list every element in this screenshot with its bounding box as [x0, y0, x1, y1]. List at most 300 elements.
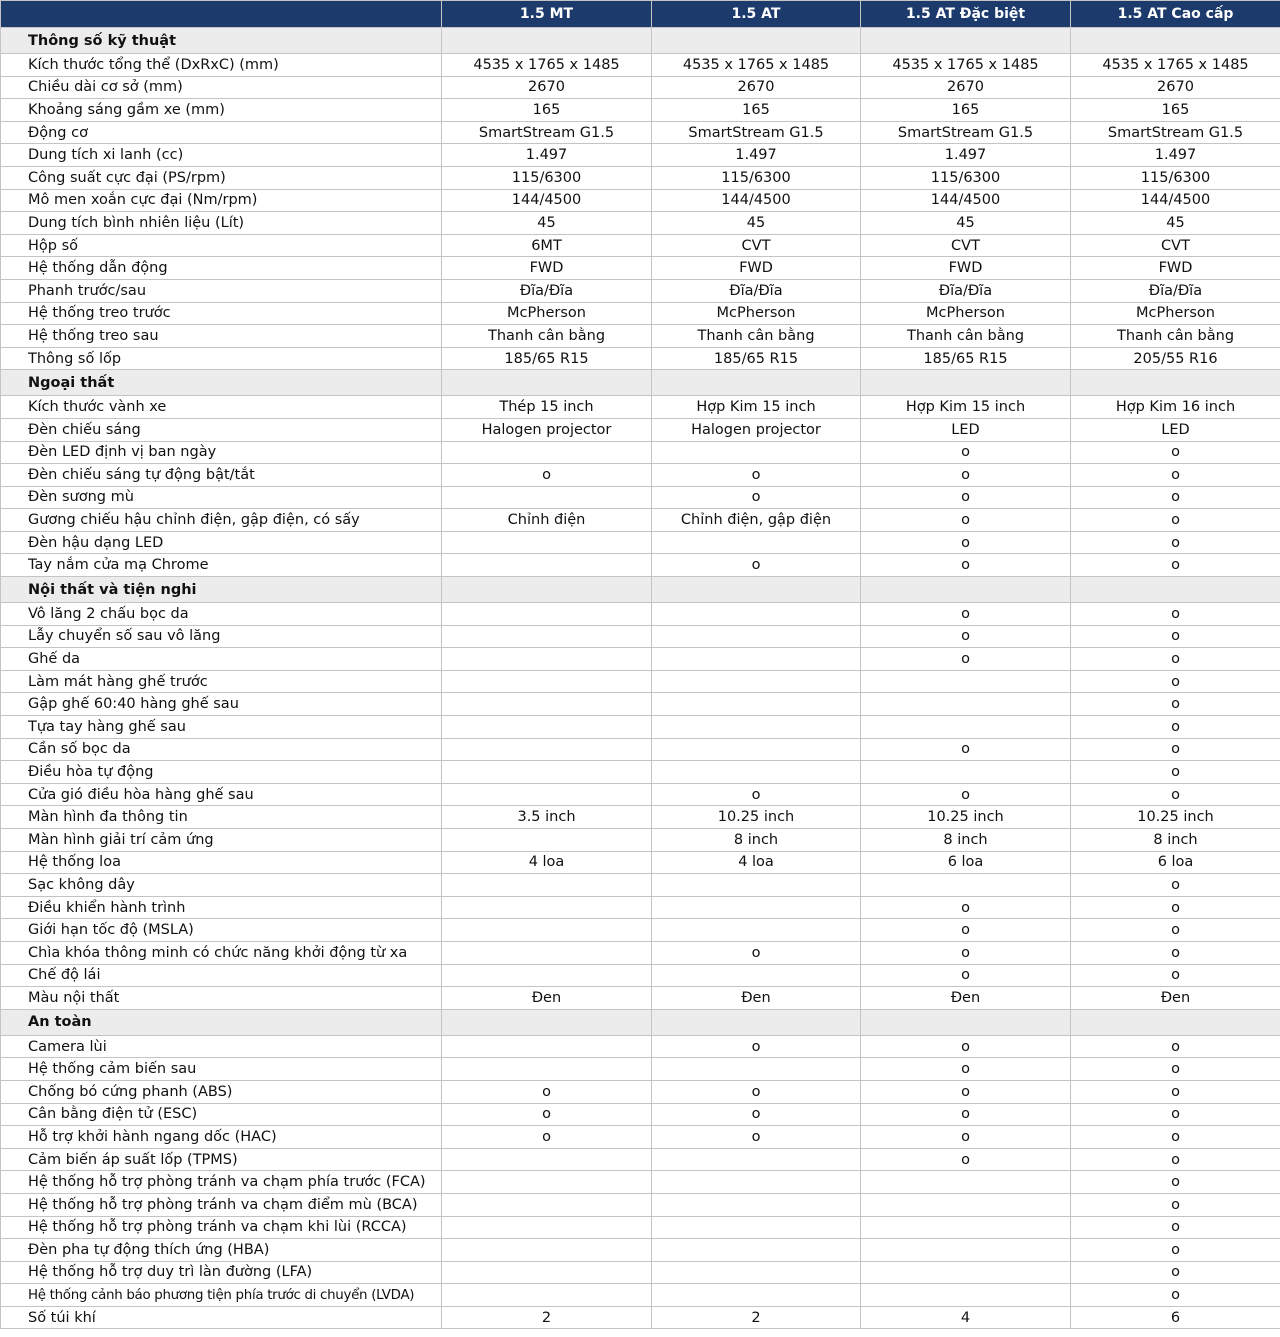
- row-value-cell: SmartStream G1.5: [861, 121, 1071, 144]
- table-row: [1, 166, 1280, 189]
- row-value-cell: 1.497: [1071, 144, 1280, 167]
- header-row: [1, 1, 1280, 28]
- row-value-cell: FWD: [1071, 257, 1280, 280]
- row-value-cell: Đĩa/Đĩa: [652, 279, 861, 302]
- section-empty-cell: [652, 28, 861, 54]
- row-value-cell: [442, 1193, 652, 1216]
- row-value-cell: o: [861, 964, 1071, 987]
- row-value-cell: FWD: [652, 257, 861, 280]
- row-value-cell: 144/4500: [652, 189, 861, 212]
- row-label: Màn hình giải trí cảm ứng: [1, 829, 442, 852]
- table-row: [1, 234, 1280, 257]
- row-value-cell: 2670: [442, 76, 652, 99]
- row-value-cell: [442, 625, 652, 648]
- row-value-cell: o: [442, 464, 652, 487]
- row-value-cell: Đĩa/Đĩa: [861, 279, 1071, 302]
- row-value-cell: [652, 919, 861, 942]
- row-value-cell: [652, 761, 861, 784]
- row-value-cell: o: [861, 896, 1071, 919]
- row-value-cell: 6 loa: [861, 851, 1071, 874]
- row-value-cell: [652, 648, 861, 671]
- table-row: [1, 783, 1280, 806]
- row-label: Camera lùi: [1, 1035, 442, 1058]
- table-row: [1, 1193, 1280, 1216]
- row-value-cell: [442, 1284, 652, 1307]
- row-value-cell: o: [1071, 509, 1280, 532]
- row-value-cell: [652, 1261, 861, 1284]
- row-value-cell: o: [861, 464, 1071, 487]
- table-row: [1, 509, 1280, 532]
- row-value-cell: [442, 531, 652, 554]
- header-cell-variant: 1.5 AT: [652, 1, 861, 28]
- row-label: Phanh trước/sau: [1, 279, 442, 302]
- row-label: Hệ thống cảm biến sau: [1, 1058, 442, 1081]
- row-value-cell: o: [861, 603, 1071, 626]
- section-empty-cell: [652, 577, 861, 603]
- row-label: Đèn chiếu sáng: [1, 418, 442, 441]
- table-row: [1, 987, 1280, 1010]
- row-label: Cửa gió điều hòa hàng ghế sau: [1, 783, 442, 806]
- section-empty-cell: [1071, 1009, 1280, 1035]
- row-label: Hệ thống hỗ trợ duy trì làn đường (LFA): [1, 1261, 442, 1284]
- row-value-cell: o: [652, 486, 861, 509]
- row-value-cell: o: [1071, 1148, 1280, 1171]
- row-label: Khoảng sáng gầm xe (mm): [1, 99, 442, 122]
- row-value-cell: 115/6300: [442, 166, 652, 189]
- row-value-cell: [652, 1193, 861, 1216]
- row-value-cell: [442, 941, 652, 964]
- row-value-cell: o: [861, 1058, 1071, 1081]
- table-row: [1, 1103, 1280, 1126]
- table-row: [1, 189, 1280, 212]
- section-header-row: [1, 577, 1280, 603]
- row-value-cell: [442, 1035, 652, 1058]
- table-row: [1, 302, 1280, 325]
- row-value-cell: [442, 648, 652, 671]
- row-value-cell: [442, 603, 652, 626]
- section-empty-cell: [861, 28, 1071, 54]
- row-label: Hệ thống loa: [1, 851, 442, 874]
- row-value-cell: o: [861, 441, 1071, 464]
- row-value-cell: 1.497: [861, 144, 1071, 167]
- row-value-cell: o: [652, 1080, 861, 1103]
- row-value-cell: o: [1071, 896, 1280, 919]
- row-value-cell: CVT: [861, 234, 1071, 257]
- section-header-row: [1, 370, 1280, 396]
- row-value-cell: o: [861, 783, 1071, 806]
- row-value-cell: o: [1071, 1058, 1280, 1081]
- row-value-cell: 2670: [861, 76, 1071, 99]
- row-value-cell: o: [861, 625, 1071, 648]
- table-row: [1, 648, 1280, 671]
- table-row: [1, 1239, 1280, 1262]
- row-label: Hệ thống hỗ trợ phòng tránh va chạm phía trước (FCA): [1, 1171, 442, 1194]
- row-value-cell: 115/6300: [1071, 166, 1280, 189]
- row-value-cell: 10.25 inch: [1071, 806, 1280, 829]
- table-row: [1, 1261, 1280, 1284]
- row-value-cell: [861, 1284, 1071, 1307]
- row-value-cell: [861, 874, 1071, 897]
- row-value-cell: o: [442, 1103, 652, 1126]
- section-empty-cell: [442, 1009, 652, 1035]
- row-value-cell: o: [1071, 531, 1280, 554]
- row-value-cell: [652, 1171, 861, 1194]
- row-value-cell: Đen: [652, 987, 861, 1010]
- row-label: Hệ thống treo sau: [1, 325, 442, 348]
- section-empty-cell: [1071, 577, 1280, 603]
- row-value-cell: o: [1071, 783, 1280, 806]
- row-value-cell: 4535 x 1765 x 1485: [1071, 54, 1280, 77]
- row-value-cell: 185/65 R15: [861, 347, 1071, 370]
- row-value-cell: [442, 554, 652, 577]
- row-value-cell: 45: [861, 212, 1071, 235]
- row-label: Lẫy chuyển số sau vô lăng: [1, 625, 442, 648]
- table-row: [1, 418, 1280, 441]
- table-row: [1, 896, 1280, 919]
- row-value-cell: [442, 1058, 652, 1081]
- row-value-cell: Halogen projector: [652, 418, 861, 441]
- row-label: Đèn chiếu sáng tự động bật/tắt: [1, 464, 442, 487]
- table-row: [1, 1035, 1280, 1058]
- row-value-cell: Chỉnh điện: [442, 509, 652, 532]
- row-value-cell: o: [1071, 738, 1280, 761]
- row-value-cell: [652, 1239, 861, 1262]
- table-row: [1, 625, 1280, 648]
- row-value-cell: [652, 625, 861, 648]
- header-cell-variant: 1.5 AT Đặc biệt: [861, 1, 1071, 28]
- row-label: Hệ thống cảnh báo phương tiện phía trước di chuyển (LVDA): [1, 1284, 442, 1307]
- table-row: [1, 1216, 1280, 1239]
- row-value-cell: 144/4500: [442, 189, 652, 212]
- row-value-cell: o: [1071, 441, 1280, 464]
- row-value-cell: 2: [442, 1306, 652, 1329]
- row-value-cell: o: [1071, 464, 1280, 487]
- table-row: [1, 670, 1280, 693]
- row-value-cell: Đen: [442, 987, 652, 1010]
- row-value-cell: [861, 1239, 1071, 1262]
- row-value-cell: o: [1071, 1239, 1280, 1262]
- row-value-cell: [442, 738, 652, 761]
- row-label: Kích thước vành xe: [1, 396, 442, 419]
- row-value-cell: [442, 670, 652, 693]
- row-value-cell: o: [1071, 1080, 1280, 1103]
- spec-body: [1, 28, 1280, 1329]
- row-value-cell: McPherson: [442, 302, 652, 325]
- table-row: [1, 738, 1280, 761]
- table-row: [1, 1171, 1280, 1194]
- row-value-cell: Đen: [861, 987, 1071, 1010]
- row-value-cell: 205/55 R16: [1071, 347, 1280, 370]
- row-label: Công suất cực đại (PS/rpm): [1, 166, 442, 189]
- row-label: Hộp số: [1, 234, 442, 257]
- row-value-cell: [652, 531, 861, 554]
- row-label: Chìa khóa thông minh có chức năng khởi động từ xa: [1, 941, 442, 964]
- row-label: Cảm biến áp suất lốp (TPMS): [1, 1148, 442, 1171]
- row-label: Điều hòa tự động: [1, 761, 442, 784]
- row-value-cell: SmartStream G1.5: [1071, 121, 1280, 144]
- row-value-cell: [861, 693, 1071, 716]
- row-value-cell: o: [442, 1080, 652, 1103]
- row-label: Gương chiếu hậu chỉnh điện, gập điện, có sấy: [1, 509, 442, 532]
- section-empty-cell: [652, 1009, 861, 1035]
- section-empty-cell: [442, 28, 652, 54]
- row-value-cell: o: [652, 1126, 861, 1149]
- row-value-cell: Thanh cân bằng: [442, 325, 652, 348]
- row-value-cell: 2670: [652, 76, 861, 99]
- row-value-cell: [861, 761, 1071, 784]
- table-row: [1, 441, 1280, 464]
- section-empty-cell: [652, 370, 861, 396]
- row-value-cell: o: [1071, 486, 1280, 509]
- row-value-cell: o: [1071, 964, 1280, 987]
- row-value-cell: [442, 1216, 652, 1239]
- row-value-cell: FWD: [442, 257, 652, 280]
- row-value-cell: Đen: [1071, 987, 1280, 1010]
- table-row: [1, 121, 1280, 144]
- row-value-cell: o: [652, 1035, 861, 1058]
- row-value-cell: [442, 1239, 652, 1262]
- row-value-cell: Thanh cân bằng: [1071, 325, 1280, 348]
- table-row: [1, 761, 1280, 784]
- section-title: Ngoại thất: [1, 370, 442, 396]
- row-value-cell: 8 inch: [861, 829, 1071, 852]
- row-label: Làm mát hàng ghế trước: [1, 670, 442, 693]
- section-empty-cell: [442, 370, 652, 396]
- table-row: [1, 1126, 1280, 1149]
- row-value-cell: 165: [652, 99, 861, 122]
- row-value-cell: Đĩa/Đĩa: [1071, 279, 1280, 302]
- row-value-cell: [442, 441, 652, 464]
- row-value-cell: FWD: [861, 257, 1071, 280]
- section-empty-cell: [861, 370, 1071, 396]
- row-value-cell: Chỉnh điện, gập điện: [652, 509, 861, 532]
- row-value-cell: 4 loa: [442, 851, 652, 874]
- row-value-cell: o: [442, 1126, 652, 1149]
- table-row: [1, 486, 1280, 509]
- row-value-cell: o: [1071, 761, 1280, 784]
- row-value-cell: o: [1071, 625, 1280, 648]
- table-row: [1, 1148, 1280, 1171]
- row-value-cell: o: [652, 783, 861, 806]
- row-value-cell: McPherson: [652, 302, 861, 325]
- row-value-cell: 45: [442, 212, 652, 235]
- table-row: [1, 531, 1280, 554]
- row-value-cell: 4535 x 1765 x 1485: [652, 54, 861, 77]
- table-row: [1, 941, 1280, 964]
- row-value-cell: o: [1071, 1193, 1280, 1216]
- table-row: [1, 396, 1280, 419]
- row-value-cell: 1.497: [652, 144, 861, 167]
- row-value-cell: [442, 761, 652, 784]
- row-label: Số túi khí: [1, 1306, 442, 1329]
- row-value-cell: o: [861, 648, 1071, 671]
- row-value-cell: [652, 874, 861, 897]
- table-row: [1, 1058, 1280, 1081]
- table-row: [1, 464, 1280, 487]
- row-value-cell: 3.5 inch: [442, 806, 652, 829]
- table-row: [1, 829, 1280, 852]
- row-label: Màu nội thất: [1, 987, 442, 1010]
- row-label: Mô men xoắn cực đại (Nm/rpm): [1, 189, 442, 212]
- row-value-cell: 10.25 inch: [652, 806, 861, 829]
- row-label: Đèn hậu dạng LED: [1, 531, 442, 554]
- row-value-cell: McPherson: [861, 302, 1071, 325]
- row-value-cell: [652, 896, 861, 919]
- row-value-cell: 185/65 R15: [652, 347, 861, 370]
- row-value-cell: [442, 716, 652, 739]
- row-value-cell: o: [1071, 874, 1280, 897]
- row-value-cell: 4535 x 1765 x 1485: [442, 54, 652, 77]
- row-label: Giới hạn tốc độ (MSLA): [1, 919, 442, 942]
- row-value-cell: 2: [652, 1306, 861, 1329]
- table-row: [1, 806, 1280, 829]
- row-value-cell: o: [861, 1148, 1071, 1171]
- table-row: [1, 603, 1280, 626]
- row-label: Chế độ lái: [1, 964, 442, 987]
- row-value-cell: o: [861, 1126, 1071, 1149]
- row-value-cell: o: [861, 919, 1071, 942]
- row-label: Hỗ trợ khởi hành ngang dốc (HAC): [1, 1126, 442, 1149]
- row-value-cell: 144/4500: [1071, 189, 1280, 212]
- table-row: [1, 964, 1280, 987]
- row-value-cell: 8 inch: [1071, 829, 1280, 852]
- header-cell-variant: 1.5 MT: [442, 1, 652, 28]
- table-row: [1, 1080, 1280, 1103]
- row-value-cell: 115/6300: [652, 166, 861, 189]
- row-value-cell: [442, 896, 652, 919]
- row-value-cell: 165: [442, 99, 652, 122]
- row-value-cell: [442, 919, 652, 942]
- row-value-cell: Hợp Kim 16 inch: [1071, 396, 1280, 419]
- row-value-cell: o: [1071, 693, 1280, 716]
- row-value-cell: [652, 670, 861, 693]
- row-value-cell: SmartStream G1.5: [442, 121, 652, 144]
- row-label: Đèn pha tự động thích ứng (HBA): [1, 1239, 442, 1262]
- row-value-cell: o: [1071, 603, 1280, 626]
- row-value-cell: Hợp Kim 15 inch: [861, 396, 1071, 419]
- header-cell-variant: 1.5 AT Cao cấp: [1071, 1, 1280, 28]
- row-value-cell: 144/4500: [861, 189, 1071, 212]
- row-label: Hệ thống hỗ trợ phòng tránh va chạm điểm mù (BCA): [1, 1193, 442, 1216]
- row-label: Chiều dài cơ sở (mm): [1, 76, 442, 99]
- row-value-cell: o: [861, 941, 1071, 964]
- row-value-cell: o: [652, 941, 861, 964]
- row-value-cell: [652, 738, 861, 761]
- row-value-cell: [861, 1171, 1071, 1194]
- row-value-cell: o: [1071, 1261, 1280, 1284]
- row-value-cell: [652, 1216, 861, 1239]
- row-value-cell: 45: [652, 212, 861, 235]
- row-label: Thông số lốp: [1, 347, 442, 370]
- row-value-cell: Thanh cân bằng: [652, 325, 861, 348]
- row-value-cell: LED: [861, 418, 1071, 441]
- row-value-cell: [652, 1058, 861, 1081]
- row-label: Cân bằng điện tử (ESC): [1, 1103, 442, 1126]
- row-value-cell: [861, 716, 1071, 739]
- row-value-cell: o: [652, 464, 861, 487]
- row-value-cell: 4: [861, 1306, 1071, 1329]
- row-value-cell: [442, 693, 652, 716]
- table-row: [1, 716, 1280, 739]
- section-title: Thông số kỹ thuật: [1, 28, 442, 54]
- row-value-cell: o: [1071, 1103, 1280, 1126]
- row-value-cell: Hợp Kim 15 inch: [652, 396, 861, 419]
- section-empty-cell: [1071, 28, 1280, 54]
- section-empty-cell: [861, 1009, 1071, 1035]
- row-label: Cần số bọc da: [1, 738, 442, 761]
- table-row: [1, 76, 1280, 99]
- row-label: Đèn sương mù: [1, 486, 442, 509]
- row-label: Dung tích xi lanh (cc): [1, 144, 442, 167]
- row-value-cell: o: [1071, 670, 1280, 693]
- row-value-cell: o: [861, 738, 1071, 761]
- table-row: [1, 212, 1280, 235]
- table-row: [1, 851, 1280, 874]
- row-label: Chống bó cứng phanh (ABS): [1, 1080, 442, 1103]
- row-value-cell: o: [652, 554, 861, 577]
- row-value-cell: SmartStream G1.5: [652, 121, 861, 144]
- table-row: [1, 144, 1280, 167]
- section-header-row: [1, 28, 1280, 54]
- row-value-cell: [442, 874, 652, 897]
- row-value-cell: o: [861, 1080, 1071, 1103]
- row-value-cell: [652, 716, 861, 739]
- row-value-cell: [652, 693, 861, 716]
- table-row: [1, 874, 1280, 897]
- row-value-cell: o: [1071, 919, 1280, 942]
- row-value-cell: 165: [861, 99, 1071, 122]
- section-header-row: [1, 1009, 1280, 1035]
- row-value-cell: o: [652, 1103, 861, 1126]
- row-label: Hệ thống dẫn động: [1, 257, 442, 280]
- row-label: Ghế da: [1, 648, 442, 671]
- table-row: [1, 99, 1280, 122]
- row-value-cell: [442, 1171, 652, 1194]
- section-empty-cell: [861, 577, 1071, 603]
- row-value-cell: o: [1071, 1284, 1280, 1307]
- table-row: [1, 347, 1280, 370]
- row-value-cell: o: [861, 1103, 1071, 1126]
- row-value-cell: o: [1071, 1126, 1280, 1149]
- row-value-cell: o: [861, 554, 1071, 577]
- row-value-cell: o: [1071, 1171, 1280, 1194]
- row-value-cell: Thép 15 inch: [442, 396, 652, 419]
- section-title: Nội thất và tiện nghi: [1, 577, 442, 603]
- row-value-cell: o: [1071, 648, 1280, 671]
- row-value-cell: 2670: [1071, 76, 1280, 99]
- row-value-cell: o: [1071, 716, 1280, 739]
- row-value-cell: Thanh cân bằng: [861, 325, 1071, 348]
- row-label: Tay nắm cửa mạ Chrome: [1, 554, 442, 577]
- row-label: Hệ thống treo trước: [1, 302, 442, 325]
- row-value-cell: 185/65 R15: [442, 347, 652, 370]
- section-title: An toàn: [1, 1009, 442, 1035]
- row-value-cell: 6 loa: [1071, 851, 1280, 874]
- row-label: Điều khiển hành trình: [1, 896, 442, 919]
- row-value-cell: 165: [1071, 99, 1280, 122]
- row-value-cell: [652, 603, 861, 626]
- row-value-cell: CVT: [652, 234, 861, 257]
- row-value-cell: o: [861, 486, 1071, 509]
- table-row: [1, 257, 1280, 280]
- table-row: [1, 1284, 1280, 1307]
- row-value-cell: [652, 964, 861, 987]
- row-value-cell: o: [1071, 554, 1280, 577]
- row-value-cell: o: [1071, 941, 1280, 964]
- row-label: Sạc không dây: [1, 874, 442, 897]
- row-label: Tựa tay hàng ghế sau: [1, 716, 442, 739]
- row-value-cell: 4535 x 1765 x 1485: [861, 54, 1071, 77]
